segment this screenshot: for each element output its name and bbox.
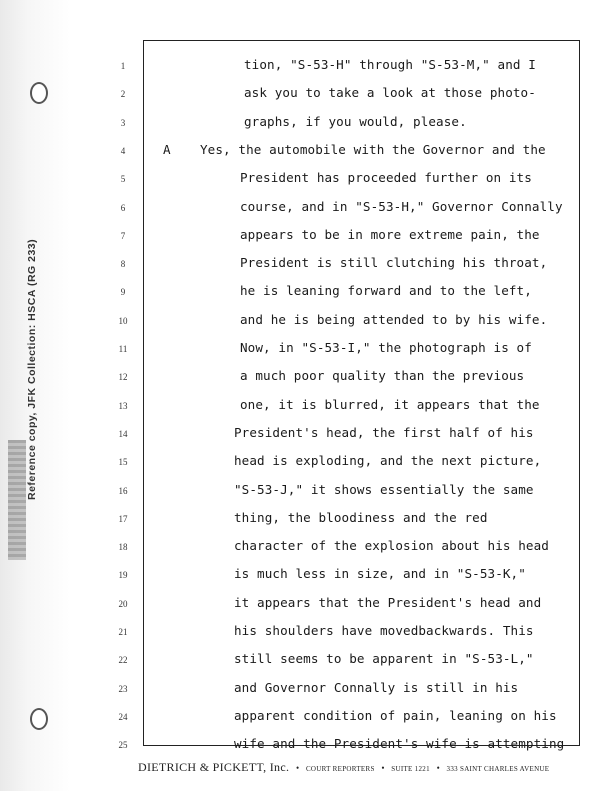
line-number: 10 — [118, 315, 128, 326]
transcript-line: apparent condition of pain, leaning on his — [234, 707, 557, 723]
transcript-line: "S-53-J," it shows essentially the same — [234, 481, 534, 497]
line-number: 18 — [118, 542, 128, 553]
answer-marker: A — [163, 141, 171, 157]
line-number: 13 — [118, 400, 128, 411]
transcript-line: he is leaning forward and to the left, — [240, 283, 532, 299]
transcript-line: one, it is blurred, it appears that the — [240, 396, 540, 412]
footer — [138, 760, 578, 775]
line-number: 6 — [120, 202, 126, 213]
line-number: 1 — [120, 61, 126, 71]
collection-caption: Reference copy, JFK Collection: HSCA (RG 233) — [26, 238, 38, 500]
transcript-line: and Governor Connally is still in his — [234, 679, 519, 695]
footer-reporters: COURT REPORTERS — [305, 765, 375, 773]
line-number: 11 — [118, 344, 128, 354]
line-number: 12 — [118, 372, 128, 383]
binding-strip — [8, 440, 26, 560]
footer-separator: • — [296, 763, 300, 773]
line-number: 8 — [120, 259, 126, 270]
transcript-line: course, and in "S-53-H," Governor Connally — [240, 198, 563, 214]
line-number: 2 — [120, 89, 126, 100]
transcript-line: graphs, if you would, please. — [244, 113, 467, 129]
transcript-line: thing, the bloodiness and the red — [234, 509, 488, 525]
footer-firm: DIETRICH & PICKETT, Inc. — [138, 760, 290, 774]
transcript-line: tion, "S-53-H" through "S-53-M," and I — [244, 57, 536, 72]
transcript-line: wife and the President's wife is attempting — [234, 736, 565, 752]
line-number: 9 — [120, 287, 126, 298]
transcript-line: still seems to be apparent in "S-53-L," — [234, 651, 534, 667]
footer-address: 333 SAINT CHARLES AVENUE — [446, 765, 550, 773]
line-number: 7 — [120, 230, 126, 241]
line-number: 19 — [118, 570, 128, 581]
transcript-line: appears to be in more extreme pain, the — [240, 226, 540, 242]
transcript-line: and he is being attended to by his wife. — [240, 311, 548, 327]
transcript-line: is much less in size, and in "S-53-K," — [234, 566, 526, 582]
line-number: 21 — [118, 627, 128, 637]
transcript-line: President's head, the first half of his — [234, 424, 534, 440]
transcript-line: character of the explosion about his head — [234, 538, 549, 554]
footer-separator: • — [381, 763, 385, 773]
transcript-line: his shoulders have movedbackwards. This — [234, 623, 534, 638]
line-number: 17 — [118, 513, 128, 524]
transcript-line: Now, in "S-53-I," the photograph is of — [240, 340, 532, 355]
line-number: 16 — [118, 485, 128, 496]
line-number: 4 — [120, 145, 126, 156]
line-number: 14 — [118, 428, 128, 439]
transcript-line: head is exploding, and the next picture, — [234, 453, 542, 469]
transcript-line: President is still clutching his throat, — [240, 255, 548, 271]
punch-hole-bottom — [30, 708, 48, 730]
transcript-line: Yes, the automobile with the Governor and the — [200, 141, 546, 157]
transcript-line: ask you to take a look at those photo- — [244, 85, 536, 101]
line-number: 24 — [118, 711, 128, 722]
line-number: 20 — [118, 598, 128, 609]
transcript-line: President has proceeded further on its — [240, 170, 532, 186]
line-number: 15 — [118, 457, 128, 468]
line-number: 23 — [118, 683, 128, 694]
line-number: 3 — [120, 117, 126, 128]
transcript-line: a much poor quality than the previous — [240, 368, 525, 384]
footer-suite: SUITE 1221 — [391, 765, 430, 773]
line-number: 5 — [120, 174, 126, 185]
line-number: 22 — [118, 655, 128, 666]
footer-separator: • — [436, 763, 440, 773]
transcript-line: it appears that the President's head and — [234, 594, 542, 610]
punch-hole-top — [30, 82, 48, 104]
line-number: 25 — [118, 740, 128, 751]
